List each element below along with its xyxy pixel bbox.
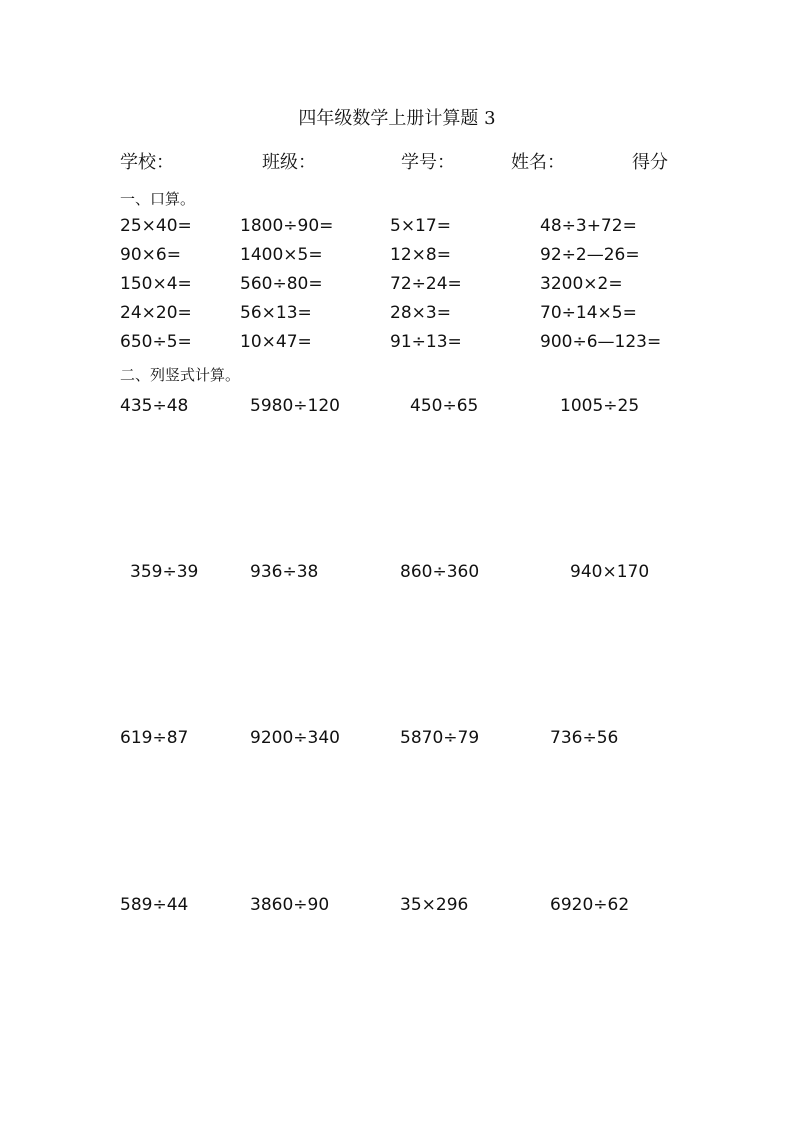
section-mental-math-heading: 一、口算。 xyxy=(120,190,196,208)
mental-math-problem: 12×8= xyxy=(390,245,451,265)
vertical-calc-problem: 589÷44 xyxy=(120,895,189,915)
section-vertical-calc-heading: 二、列竖式计算。 xyxy=(120,366,241,384)
vertical-calc-problem: 3860÷90 xyxy=(250,895,330,915)
mental-math-problem: 90×6= xyxy=(120,245,181,265)
vertical-calc-problem: 9200÷340 xyxy=(250,728,340,748)
vertical-calc-problem: 619÷87 xyxy=(120,728,189,748)
mental-math-problem: 900÷6—123= xyxy=(540,332,662,352)
mental-math-problem: 5×17= xyxy=(390,216,451,236)
name-label: 姓名： xyxy=(511,152,565,173)
vertical-calc-problem: 450÷65 xyxy=(410,396,479,416)
vertical-calc-problem: 860÷360 xyxy=(400,562,480,582)
mental-math-problem: 10×47= xyxy=(240,332,312,352)
vertical-calc-problem: 736÷56 xyxy=(550,728,619,748)
student-number-label: 学号： xyxy=(401,152,455,173)
worksheet-title: 四年级数学上册计算题 3 xyxy=(298,108,496,129)
vertical-calc-problem: 1005÷25 xyxy=(560,396,640,416)
mental-math-problem: 70÷14×5= xyxy=(540,303,637,323)
vertical-calc-problem: 5870÷79 xyxy=(400,728,480,748)
vertical-calc-problem: 359÷39 xyxy=(130,562,199,582)
vertical-calc-problem: 435÷48 xyxy=(120,396,189,416)
mental-math-problem: 150×4= xyxy=(120,274,192,294)
vertical-calc-problem: 940×170 xyxy=(570,562,650,582)
mental-math-problem: 1400×5= xyxy=(240,245,323,265)
mental-math-problem: 56×13= xyxy=(240,303,312,323)
vertical-calc-problem: 936÷38 xyxy=(250,562,319,582)
mental-math-problem: 560÷80= xyxy=(240,274,323,294)
mental-math-problem: 91÷13= xyxy=(390,332,462,352)
mental-math-problem: 1800÷90= xyxy=(240,216,334,236)
score-label: 得分 xyxy=(632,152,668,173)
mental-math-problem: 72÷24= xyxy=(390,274,462,294)
mental-math-problem: 650÷5= xyxy=(120,332,192,352)
vertical-calc-problem: 6920÷62 xyxy=(550,895,630,915)
school-label: 学校： xyxy=(120,152,174,173)
vertical-calc-problem: 35×296 xyxy=(400,895,469,915)
vertical-calc-problem: 5980÷120 xyxy=(250,396,340,416)
mental-math-problem: 24×20= xyxy=(120,303,192,323)
class-label: 班级： xyxy=(262,152,316,173)
mental-math-problem: 3200×2= xyxy=(540,274,623,294)
mental-math-problem: 25×40= xyxy=(120,216,192,236)
mental-math-problem: 92÷2—26= xyxy=(540,245,640,265)
mental-math-problem: 28×3= xyxy=(390,303,451,323)
mental-math-problem: 48÷3+72= xyxy=(540,216,637,236)
